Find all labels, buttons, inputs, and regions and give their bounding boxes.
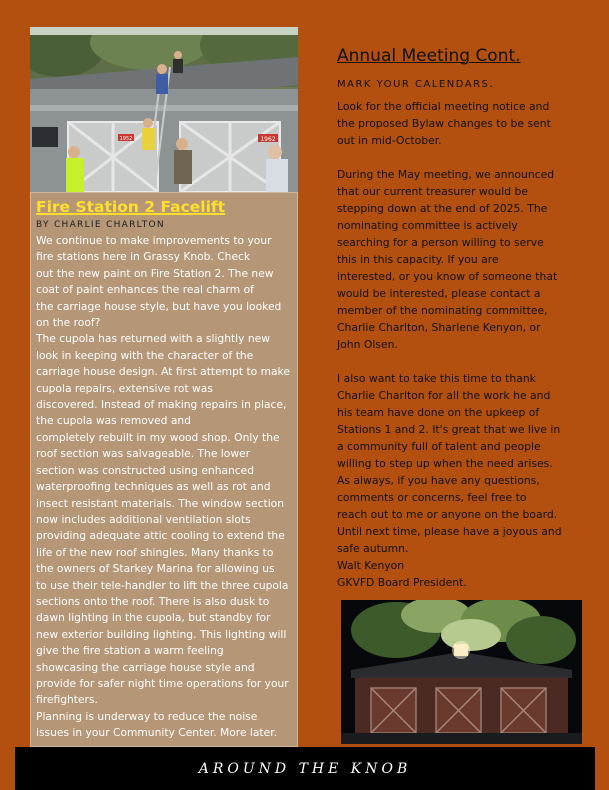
night-station-photo <box>341 600 582 744</box>
footer-banner <box>15 747 595 790</box>
footer-title: AROUND THE KNOB <box>198 760 412 777</box>
article-body: We continue to make improvements to your fire stations here in Grassy Knob. Check out the new paint on Fire Station 2. The new coat of paint enhances the real charm of the carriage house style, but have you looked on the roof? The cupola has returned with a slightly new look in keeping with the character of the carriage house design. At first attempt to make cupola repairs, extensive rot was discovered. Instead of making repairs in place, the cupola was removed and completely rebuilt in my wood shop. Only the roof section was salvageable. The lower section was constructed using enhanced waterproofing techniques as well as rot and insect resistant materials. The window section now includes additional ventilation slots providing adequate attic cooling to extend the life of the new roof shingles. Many thanks to the owners of Starkey Marina for allowing us to use their tele-handler to lift the three cupola sections onto the roof. There is also dusk to dawn lighting in the cupola, but standby for new exterior building lighting. This lighting will give the fire station a warm feeling showcasing the carriage house style and provide for safer night time operations for your firefighters. Planning is underway to reduce the noise issues in your Community Center. More later. <box>36 234 290 740</box>
annual-meeting-title: Annual Meeting Cont. <box>337 46 521 66</box>
article-title: Fire Station 2 Facelift <box>36 198 226 216</box>
fire-station-article <box>30 192 298 747</box>
article-byline: BY CHARLIE CHARLTON <box>36 220 165 230</box>
fire-station-photo <box>30 27 298 192</box>
sign-left: 1952 <box>119 136 133 142</box>
sign-right: 1962 <box>260 136 276 143</box>
annual-meeting-subtitle: MARK YOUR CALENDARS. <box>337 79 495 90</box>
annual-meeting-body: Look for the official meeting notice and the proposed Bylaw changes to be sent out in mid-October. During the May meeting, we announced that our current treasurer would be stepping down at the end of 2025. The nominating committee is actively searching for a person willing to serve this in this capacity. If you are interested, or you know of someone that would be interested, please contact a member of the nominating committee, Charlie Charlton, Sharlene Kenyon, or John Olsen. I also want to take this time to thank Charlie Charlton for all the work he and his team have done on the upkeep of Stations 1 and 2. It's great that we live in a community full of talent and people willing to step up when the need arises. As always, if you have any questions, comments or concerns, feel free to reach out to me or anyone on the board. Until next time, please have a joyous and safe autumn. Walt Kenyon GKVFD Board President. <box>337 100 562 589</box>
